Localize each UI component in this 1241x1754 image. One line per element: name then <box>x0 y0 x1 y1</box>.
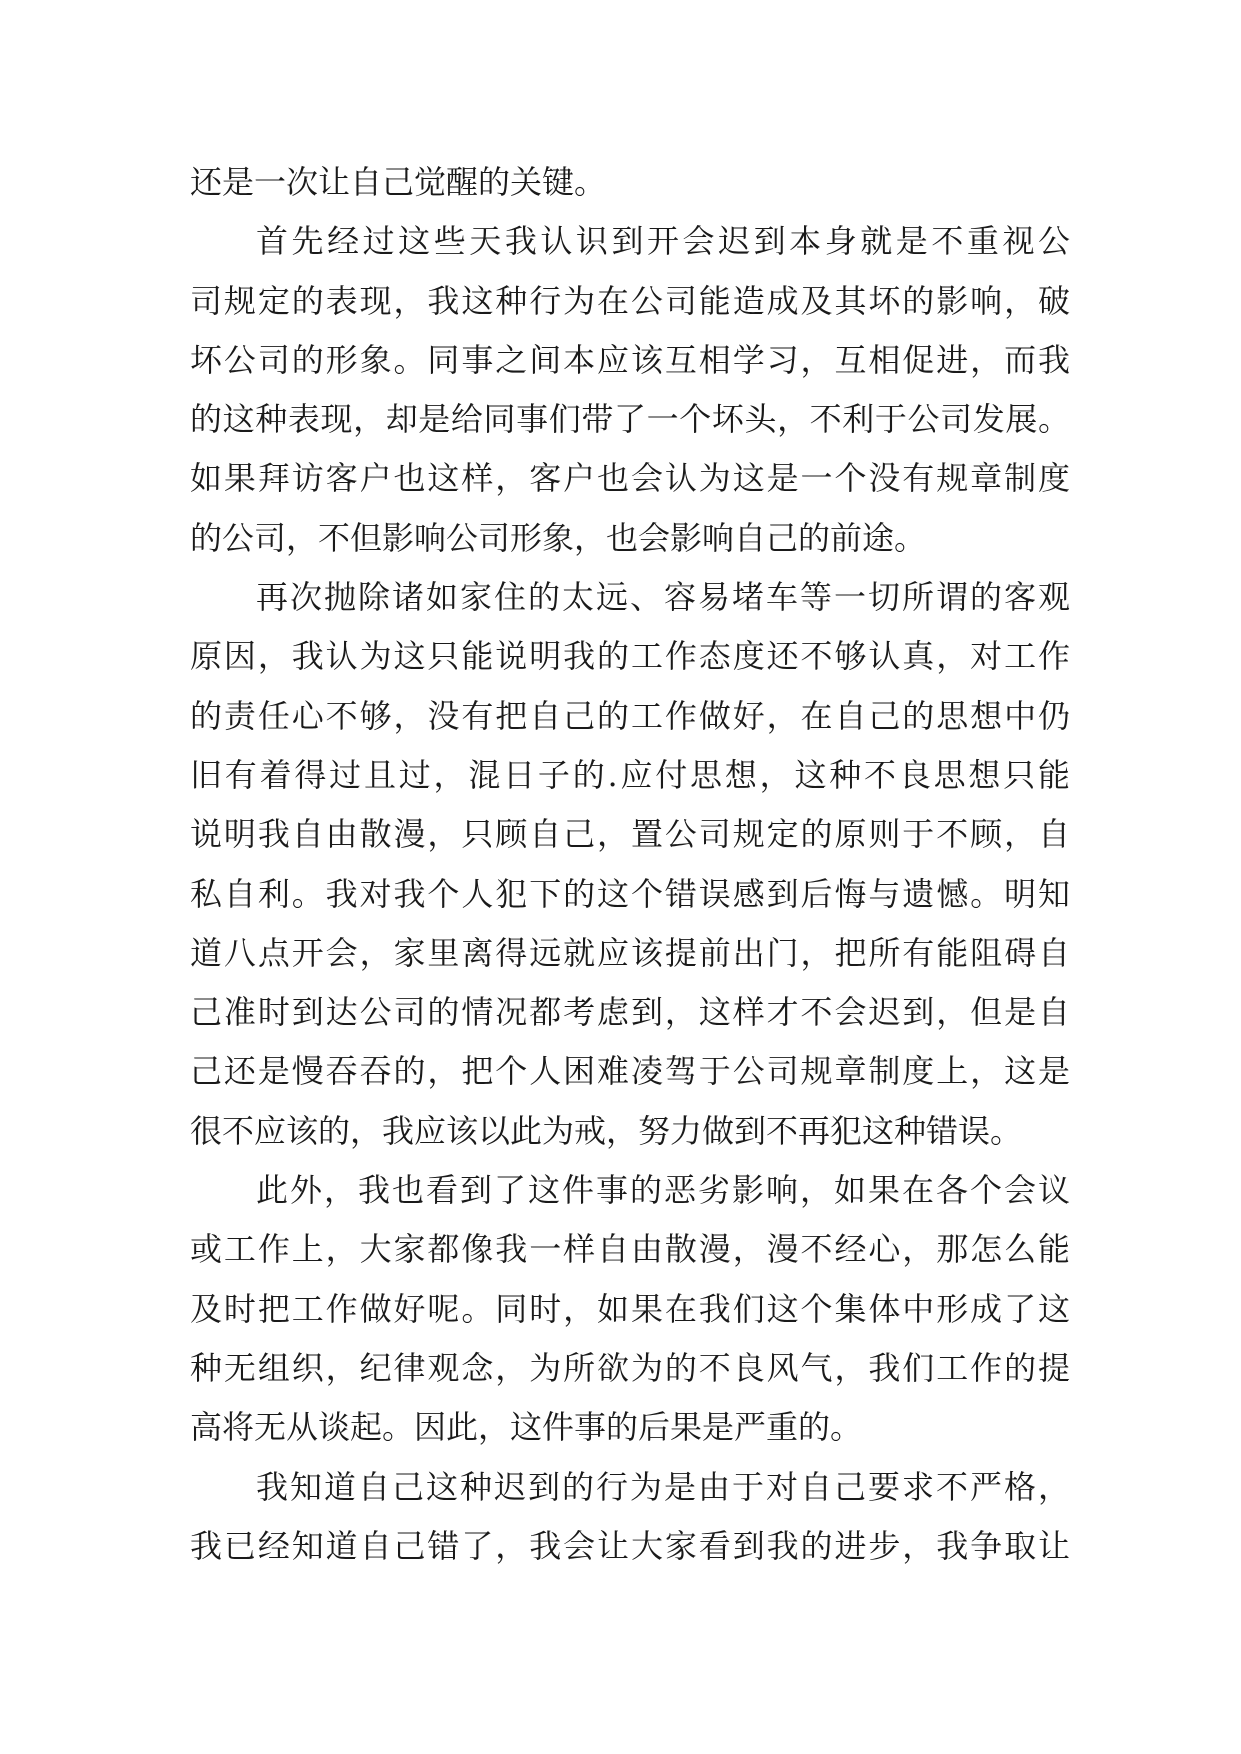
text-line: 己准时到达公司的情况都考虑到，这样才不会迟到，但是自 <box>190 993 1070 1032</box>
text-line: 原因，我认为这只能说明我的工作态度还不够认真，对工作 <box>190 637 1070 676</box>
text-line: 司规定的表现，我这种行为在公司能造成及其坏的影响，破 <box>190 281 1070 320</box>
text-line: 首先经过这些天我认识到开会迟到本身就是不重视公 <box>256 222 1070 261</box>
text-line: 的公司，不但影响公司形象，也会影响自己的前途。 <box>190 518 927 557</box>
text-line: 此外，我也看到了这件事的恶劣影响，如果在各个会议 <box>256 1171 1070 1210</box>
text-line: 的这种表现，却是给同事们带了一个坏头，不利于公司发展。 <box>190 400 1070 439</box>
text-line: 再次抛除诸如家住的太远、容易堵车等一切所谓的客观 <box>256 578 1070 617</box>
text-line: 或工作上，大家都像我一样自由散漫，漫不经心，那怎么能 <box>190 1230 1070 1269</box>
text-line: 及时把工作做好呢。同时，如果在我们这个集体中形成了这 <box>190 1289 1070 1328</box>
text-line: 说明我自由散漫，只顾自己，置公司规定的原则于不顾，自 <box>190 815 1070 854</box>
text-line: 坏公司的形象。同事之间本应该互相学习，互相促进，而我 <box>190 340 1070 379</box>
text-line: 如果拜访客户也这样，客户也会认为这是一个没有规章制度 <box>190 459 1070 498</box>
text-line: 旧有着得过且过，混日子的.应付思想，这种不良思想只能 <box>190 755 1070 794</box>
text-line: 己还是慢吞吞的，把个人困难凌驾于公司规章制度上，这是 <box>190 1052 1070 1091</box>
text-line: 我知道自己这种迟到的行为是由于对自己要求不严格， <box>256 1467 1070 1506</box>
document-body-text <box>190 153 1070 1576</box>
text-line: 的责任心不够，没有把自己的工作做好，在自己的思想中仍 <box>190 696 1070 735</box>
text-line: 种无组织，纪律观念，为所欲为的不良风气，我们工作的提 <box>190 1348 1070 1387</box>
text-line: 私自利。我对我个人犯下的这个错误感到后悔与遗憾。明知 <box>190 874 1070 913</box>
text-line: 还是一次让自己觉醒的关键。 <box>190 163 607 201</box>
text-line: 道八点开会，家里离得远就应该提前出门，把所有能阻碍自 <box>190 933 1070 972</box>
text-line: 我已经知道自己错了，我会让大家看到我的进步，我争取让 <box>190 1526 1070 1565</box>
text-line: 很不应该的，我应该以此为戒，努力做到不再犯这种错误。 <box>190 1111 1023 1150</box>
text-line: 高将无从谈起。因此，这件事的后果是严重的。 <box>190 1408 863 1447</box>
